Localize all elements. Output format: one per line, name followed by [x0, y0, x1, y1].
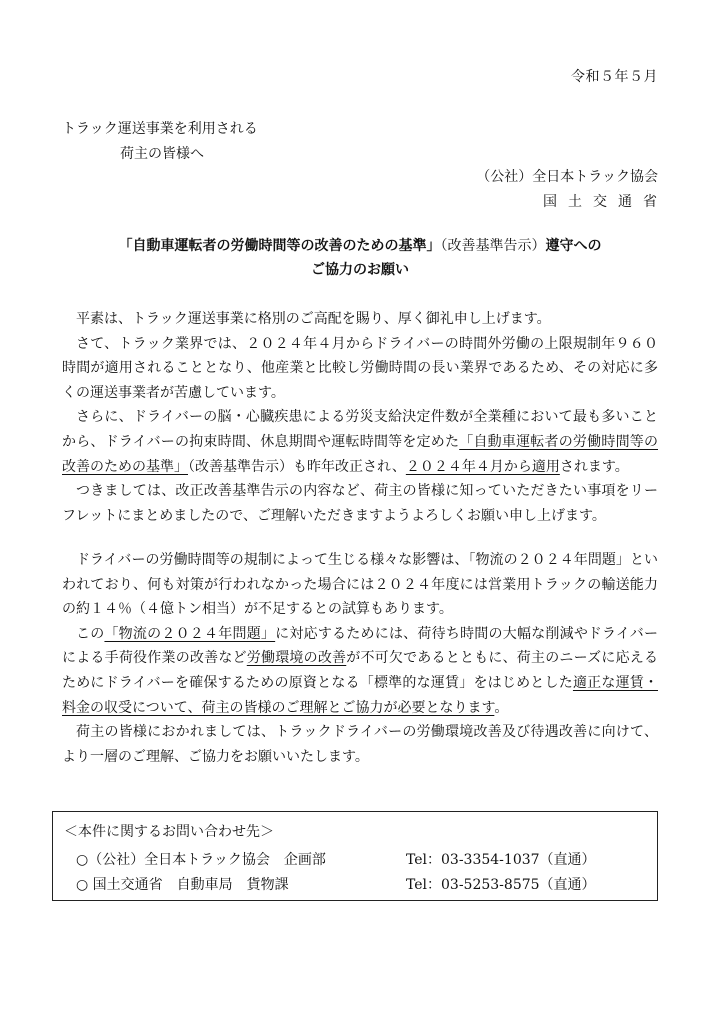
title-sub: （改善基準告示） [440, 238, 546, 254]
paragraph-text: （改善基準告示）も昨年改正され、 [188, 458, 406, 475]
underlined-2024-problem: 「物流の２０２４年問題」 [104, 625, 276, 642]
paragraph-closing-request: 荷主の皆様におかれましては、トラックドライバーの労働環境改善及び待遇改善に向けて、より一層のご理解、ご協力をお願いいたします。 [62, 724, 658, 765]
contact-organization: ○ 国土交通省 自動車局 貨物課 [76, 877, 289, 893]
paragraph-2024-problem: ドライバーの労働時間等の規制によって生じる様々な影響は、「物流の２０２４年問題」といわれており、何も対策が行われなかった場合には２０２４年度には営業用トラックの輸送能力の約１４％（４億トン相当）が不足するとの試算もあります。 [62, 552, 658, 618]
paragraph-text: に対応するためには、荷待ち時間の大幅な削減やドライバーによる手荷役作業の改善など [62, 625, 659, 667]
title-line-1 [0, 234, 720, 258]
paragraph-overtime-limit: さて、トラック業界では、２０２４年４月からドライバーの時間外労働の上限規制年９６０時間が適用されることとなり、他産業と比較し労働時間の長い業界であるため、その対応に多くの運送事業者が苦慮しています。 [62, 335, 658, 401]
underlined-effective-date: ２０２４年４月から適用 [405, 458, 560, 475]
contact-phone: Tel：03-5253-8575（直通） [406, 877, 596, 893]
paragraph-text: この [76, 625, 105, 642]
contact-box [52, 811, 658, 901]
document-date: 令和５年５月 [571, 69, 658, 85]
paragraph-greeting: 平素は、トラック運送事業に格別のご高配を賜り、厚く御礼申し上げます。 [76, 311, 551, 327]
underlined-standard-name: 「自動車運転者の労働時間等の改善のための基準」 [62, 433, 658, 475]
title-main: 「自動車運転者の労働時間等の改善のための基準」 [118, 238, 441, 254]
paragraph-leaflet: つきましては、改正改善基準告示の内容など、荷主の皆様に知っていただきたい事項をリーフレットにまとめましたので、ご理解いただきますようよろしくお願い申し上げます。 [62, 483, 658, 524]
contact-organization: ○（公社）全日本トラック協会 企画部 [76, 852, 326, 868]
body-section-1 [62, 307, 658, 528]
title-line-2: ご協力のお願い [311, 262, 409, 278]
paragraph-text: が不可欠であるとともに、荷主のニーズに応えるためにドライバーを確保するための原資となる「標準的な運賃」をはじめとした [62, 650, 658, 691]
document-title [0, 234, 720, 282]
paragraph-countermeasures [62, 622, 658, 720]
paragraph-text: 。 [494, 699, 509, 716]
addressee-line-1: トラック運送事業を利用される [62, 121, 258, 137]
paragraph-text: さらに、ドライバーの脳・心臓疾患による労災支給決定件数が全業種において最も多いことから、ドライバーの拘束時間、休息期間や運転時間等を定めた [62, 409, 658, 450]
body-section-2 [62, 548, 658, 769]
underlined-fair-fare: 適正な運賃・料金の収受について、荷主の皆様のご理解とご協力が必要となります [62, 674, 658, 716]
contact-heading: ＜本件に関するお問い合わせ先＞ [64, 824, 274, 840]
contact-phone: Tel：03-3354-1037（直通） [406, 852, 596, 868]
paragraph-text: されます。 [559, 458, 629, 475]
title-end: 遵守への [545, 238, 602, 254]
underlined-work-environment: 労働環境の改善 [246, 650, 347, 667]
addressee-line-2: 荷主の皆様へ [120, 146, 204, 162]
sender-line-1: （公社）全日本トラック協会 [476, 169, 658, 185]
paragraph-standard-revision [62, 405, 658, 479]
sender-line-2: 国土交通省 [543, 194, 668, 210]
